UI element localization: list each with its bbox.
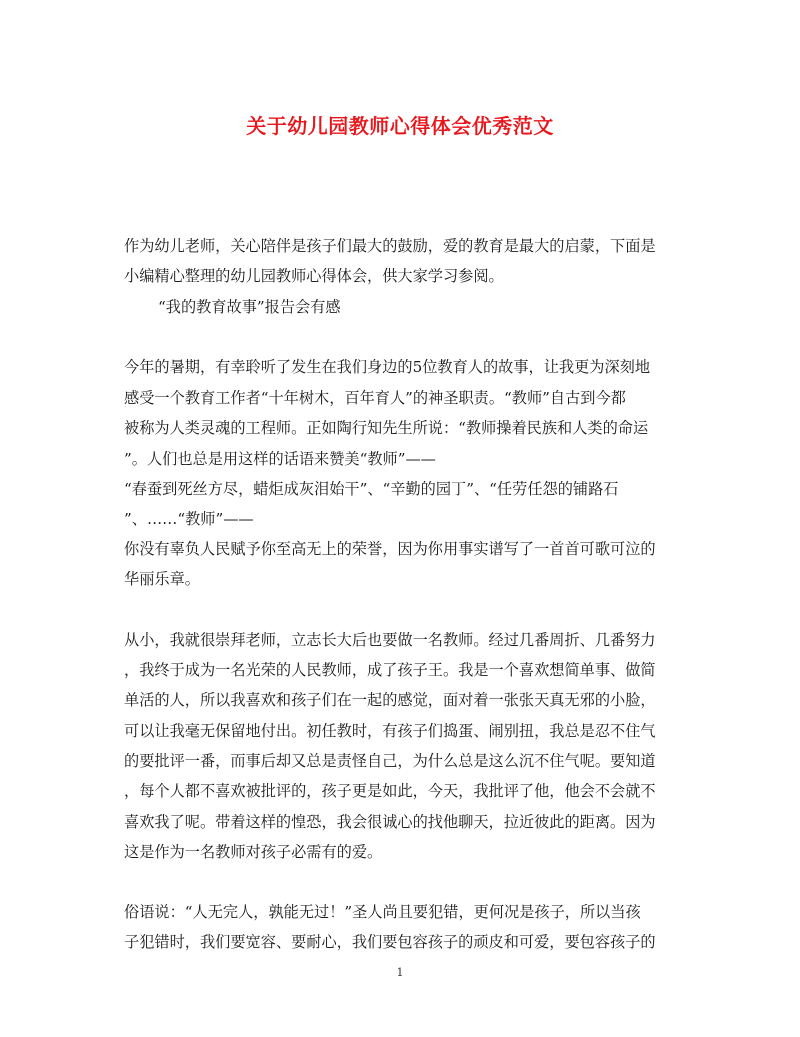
paragraph-line: 华丽乐章。: [124, 570, 200, 588]
paragraph-line: 感受一个教育工作者“十年树木，百年育人”的神圣职责。“教师”自古到今都: [124, 389, 626, 407]
paragraph-line: 小编精心整理的幼儿园教师心得体会，供大家学习参阅。: [124, 267, 504, 285]
paragraph-line: 喜欢我了呢。带着这样的惶恐，我会很诚心的找他聊天，拉近彼此的距离。因为: [124, 813, 656, 831]
paragraph-line: “春蚕到死丝方尽，蜡炬成灰泪始干”、“辛勤的园丁”、“任劳任怨的铺路石: [124, 480, 619, 498]
paragraph-line: 可以让我毫无保留地付出。初任教时，有孩子们捣蛋、闹别扭，我总是忍不住气: [124, 722, 656, 740]
page-number: 1: [396, 966, 404, 979]
paragraph-line: 单活的人，所以我喜欢和孩子们在一起的感觉，面对着一张张天真无邪的小脸，: [124, 691, 656, 709]
paragraph-line: ，我终于成为一名光荣的人民教师，成了孩子王。我是一个喜欢想简单事、做简: [124, 661, 656, 679]
paragraph-line: ”、……“教师”——: [124, 510, 254, 528]
paragraph-line: 的要批评一番，而事后却又总是责怪自己，为什么总是这么沉不住气呢。要知道: [124, 752, 656, 770]
paragraph-line: 这是作为一名教师对孩子必需有的爱。: [124, 843, 383, 861]
paragraph-line: 子犯错时，我们要宽容、要耐心，我们要包容孩子的顽皮和可爱，要包容孩子的: [124, 933, 656, 951]
paragraph-line: 今年的暑期，有幸聆听了发生在我们身边的5位教育人的故事，让我更为深刻地: [124, 358, 651, 376]
paragraph-line: 你没有辜负人民赋予你至高无上的荣誉，因为你用事实谱写了一首首可歌可泣的: [124, 540, 656, 558]
paragraph-line: 从小，我就很崇拜老师，立志长大后也要做一名教师。经过几番周折、几番努力: [124, 631, 656, 649]
paragraph-line: ”。人们也总是用这样的话语来赞美“教师”——: [124, 450, 436, 468]
paragraph-line: ，每个人都不喜欢被批评的，孩子更是如此，今天，我批评了他，他会不会就不: [124, 782, 656, 800]
paragraph-line: 被称为人类灵魂的工程师。正如陶行知先生所说：“教师操着民族和人类的命运: [124, 419, 649, 437]
paragraph-line: 俗语说：“人无完人，孰能无过！”圣人尚且要犯错，更何况是孩子，所以当孩: [124, 903, 641, 921]
section-heading: “我的教育故事”报告会有感: [158, 298, 341, 316]
document-title: 关于幼儿园教师心得体会优秀范文: [246, 114, 554, 138]
paragraph-line: 作为幼儿老师，关心陪伴是孩子们最大的鼓励，爱的教育是最大的启蒙，下面是: [124, 237, 656, 255]
